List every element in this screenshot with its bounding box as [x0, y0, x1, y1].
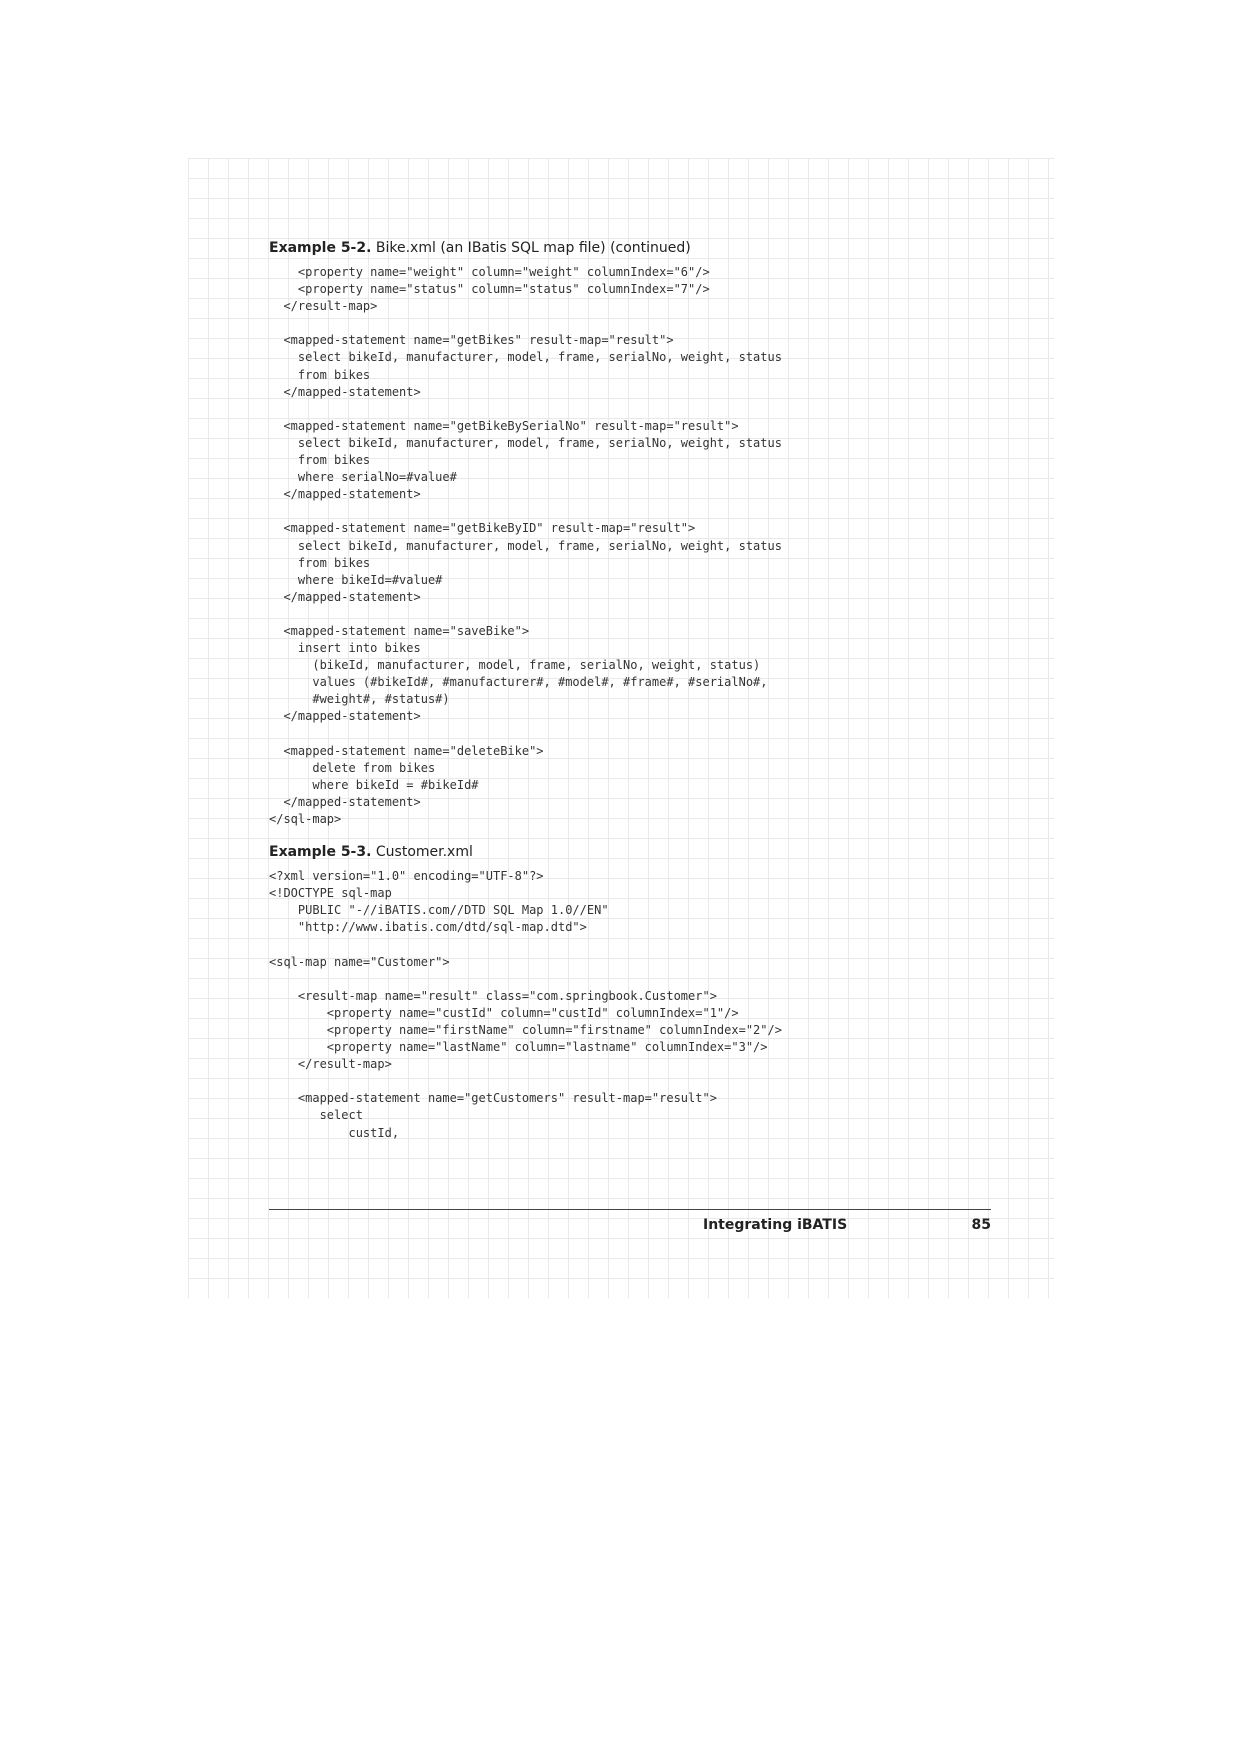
example-5-2-code-listing: <property name="weight" column="weight" columnIndex="6"/> <property name="status" column="status" columnIndex="7"/> </result-map> <mapped-statement name="getBikes" result-map="result"> select bikeId, manufacturer, model, frame, serialNo, weight, status from bikes </mapped-statement> <mapped-statement name="getBikeBySerialNo" result-map="result"> select bikeId, manufacturer, model, frame, serialNo, weight, status from bikes where serialNo=#value# </mapped-statement> <mapped-statement name="getBikeByID" result-map="result"> select bikeId, manufacturer, model, frame, serialNo, weight, status from bikes where bikeId=#value# </mapped-statement> <mapped-statement name="saveBike"> insert into bikes (bikeId, manufacturer, model, frame, serialNo, weight, status) values (#bikeId#, #manufacturer#, #model#, #frame#, #serialNo#, #weight#, #status#) </mapped-statement> <mapped-statement name="deleteBike"> delete from bikes where bikeId = #bikeId# </mapped-statement> </sql-map>: [269, 265, 782, 826]
page-footer: [269, 1209, 991, 1240]
running-footer-title: Integrating iBATIS: [703, 1217, 848, 1233]
example-5-3-caption: [269, 842, 991, 862]
example-5-3-code-listing: <?xml version="1.0" encoding="UTF-8"?> <!DOCTYPE sql-map PUBLIC "-//iBATIS.com//DTD SQL Map 1.0//EN" "http://www.ibatis.com/dtd/sql-map.dtd"> <sql-map name="Customer"> <result-map name="result" class="com.springbook.Customer"> <property name="custId" column="custId" columnIndex="1"/> <property name="firstName" column="firstname" columnIndex="2"/> <property name="lastName" column="lastname" columnIndex="3"/> </result-map> <mapped-statement name="getCustomers" result-map="result"> select custId,: [269, 869, 782, 1140]
page-content: [269, 238, 991, 1142]
example-5-2-caption: [269, 238, 991, 258]
example-5-2-title: Bike.xml (an IBatis SQL map file) (continued): [375, 240, 691, 256]
example-5-3-label: Example 5-3.: [269, 844, 372, 861]
example-5-3-title: Customer.xml: [375, 844, 473, 861]
page-number: 85: [971, 1217, 991, 1233]
example-5-2-label: Example 5-2.: [269, 240, 372, 256]
